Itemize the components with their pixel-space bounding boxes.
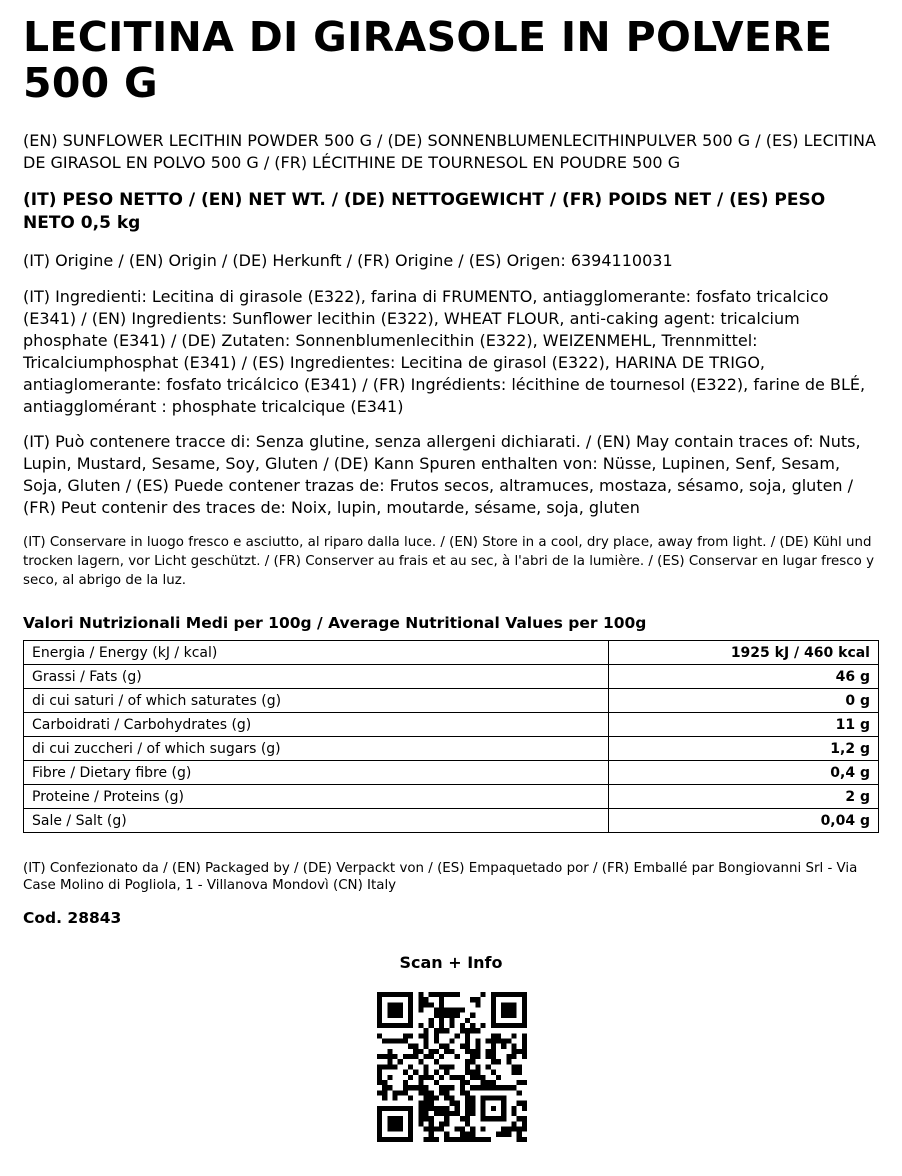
- nutrient-value: 1925 kJ / 460 kcal: [609, 641, 879, 665]
- nutrient-value: 0,4 g: [609, 761, 879, 785]
- net-weight: (IT) PESO NETTO / (EN) NET WT. / (DE) NETTOGEWICHT / (FR) POIDS NET / (ES) PESO NETO 0,5 kg: [23, 190, 826, 233]
- origin: (IT) Origine / (EN) Origin / (DE) Herkunft / (FR) Origine / (ES) Origen: 6394110031: [23, 251, 673, 270]
- nutrient-value: 0,04 g: [609, 809, 879, 833]
- nutrient-label: Grassi / Fats (g): [24, 665, 609, 689]
- table-row: [24, 665, 879, 689]
- table-row: [24, 737, 879, 761]
- table-row: [24, 809, 879, 833]
- nutrient-label: Sale / Salt (g): [24, 809, 609, 833]
- product-title: LECITINA DI GIRASOLE IN POLVERE 500 G: [23, 13, 833, 107]
- packaged-by: (IT) Confezionato da / (EN) Packaged by / (DE) Verpackt von / (ES) Empaquetado por / (FR) Emballé par Bongiovanni Srl - Via Case Molino di Pogliola, 1 - Villanova Mondovì (CN) Italy: [23, 861, 858, 893]
- table-row: [24, 785, 879, 809]
- nutrient-label: Fibre / Dietary fibre (g): [24, 761, 609, 785]
- nutrition-table: [23, 640, 879, 833]
- table-row: [24, 761, 879, 785]
- scan-info-label: Scan + Info: [399, 953, 503, 972]
- nutrient-value: 11 g: [609, 713, 879, 737]
- nutrient-label: Carboidrati / Carbohydrates (g): [24, 713, 609, 737]
- nutrition-title: Valori Nutrizionali Medi per 100g / Average Nutritional Values per 100g: [23, 614, 647, 632]
- product-code: Cod. 28843: [23, 909, 122, 927]
- nutrient-value: 46 g: [609, 665, 879, 689]
- storage-instructions: (IT) Conservare in luogo fresco e asciutto, al riparo dalla luce. / (EN) Store in a cool, dry place, away from light. / (DE) Kühl und trocken lagern, vor Licht geschützt. / (FR) Conserver au frais et au sec, à l'abri de la lumière. / (ES) Conservar en lugar fresco y seco, al abrigo de la luz.: [23, 535, 874, 588]
- nutrient-label: di cui saturi / of which saturates (g): [24, 689, 609, 713]
- table-row: [24, 713, 879, 737]
- nutrient-value: 1,2 g: [609, 737, 879, 761]
- qr-code-icon[interactable]: [377, 992, 527, 1142]
- nutrient-label: Energia / Energy (kJ / kcal): [24, 641, 609, 665]
- ingredients: (IT) Ingredienti: Lecitina di girasole (E322), farina di FRUMENTO, antiagglomerante: fosfato tricalcico (E341) / (EN) Ingredients: Sunflower lecithin (E322), WHEAT FLOUR, anti-caking agent: tricalcium phosphate (E341) / (DE) Zutaten: Sonnenblumenlecithin (E322), WEIZENMEHL, Trennmittel: Tricalciumphosphat (E341) / (ES) Ingredientes: Lecitina de girasol (E322), HARINA DE TRIGO, antiaglomerante: fosfato tricálcico (E341) / (FR) Ingrédients: lécithine de tournesol (E322), farine de BLÉ, antiagglomérant : phosphate tricalcique (E341): [23, 287, 866, 416]
- nutrient-label: Proteine / Proteins (g): [24, 785, 609, 809]
- table-row: [24, 689, 879, 713]
- allergen-traces: (IT) Può contenere tracce di: Senza glutine, senza allergeni dichiarati. / (EN) May contain traces of: Nuts, Lupin, Mustard, Sesame, Soy, Gluten / (DE) Kann Spuren enthalten von: Nüsse, Lupinen, Senf, Sesam, Soja, Gluten / (ES) Puede contener trazas de: Frutos secos, altramuces, mostaza, sésamo, soja, gluten / (FR) Peut contenir des traces de: Noix, lupin, moutarde, sésame, soja, gluten: [23, 432, 861, 517]
- nutrient-value: 0 g: [609, 689, 879, 713]
- table-row: [24, 641, 879, 665]
- nutrient-label: di cui zuccheri / of which sugars (g): [24, 737, 609, 761]
- product-names-translations: (EN) SUNFLOWER LECITHIN POWDER 500 G / (DE) SONNENBLUMENLECITHINPULVER 500 G / (ES) LECITINA DE GIRASOL EN POLVO 500 G / (FR) LÉCITHINE DE TOURNESOL EN POUDRE 500 G: [23, 131, 876, 172]
- nutrient-value: 2 g: [609, 785, 879, 809]
